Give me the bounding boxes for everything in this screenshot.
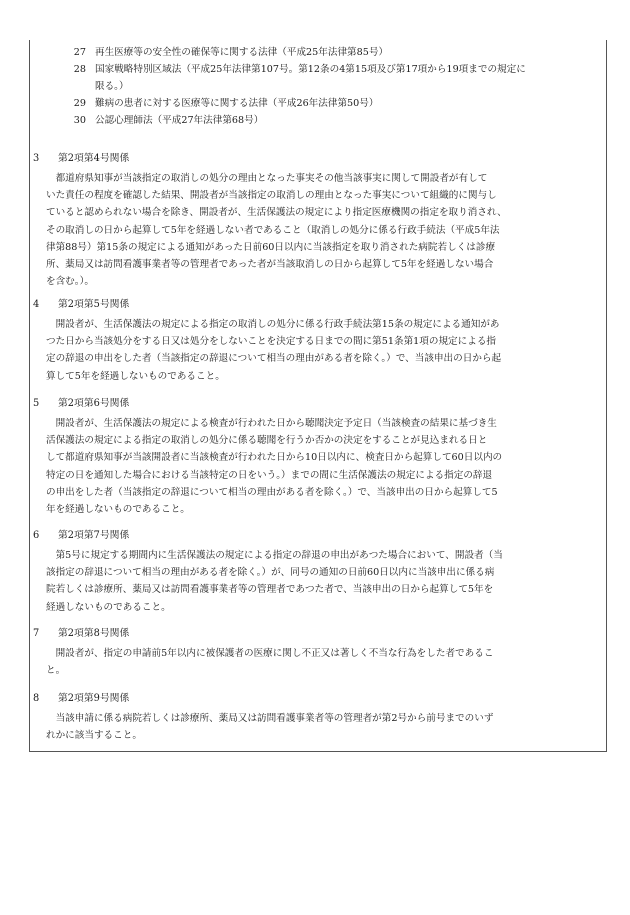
document-frame bbox=[29, 40, 607, 752]
law-list-item-text: 国家戦略特別区域法（平成25年法律第107号。第12条の4第15項及び第17項から19項までの規定に bbox=[95, 64, 526, 75]
section-text-line: 定の辞退の申出をした者（当該指定の辞退について相当の理由がある者を除く。）で、当該申出の日から起 bbox=[46, 353, 502, 365]
section-text-line: 開設者が、指定の申請前5年以内に被保護者の医療に関し不正又は著しく不当な行為をした者であるこ bbox=[46, 648, 494, 659]
section-number: 4 bbox=[33, 299, 40, 310]
section-heading bbox=[30, 296, 608, 314]
section-text-line: 都道府県知事が当該指定の取消しの処分の理由となった事実その他当該事実に関して開設者が有して bbox=[46, 173, 488, 184]
section-number: 6 bbox=[33, 530, 40, 541]
law-list-item-text: 再生医療等の安全性の確保等に関する法律（平成25年法律第85号） bbox=[95, 47, 389, 58]
law-list-item-number: 28 bbox=[73, 64, 86, 75]
law-list-item bbox=[30, 95, 608, 112]
law-list-item-text: 限る。） bbox=[95, 81, 129, 92]
section-text-line: 開設者が、生活保護法の規定による指定の取消しの処分に係る行政手続法第15条の規定による通知があ bbox=[46, 319, 500, 330]
section-6 bbox=[30, 527, 608, 616]
section-text-line: 院若しくは診療所、薬局又は訪問看護事業者等の管理者であつた者で、当該申出の日から起算して5年を bbox=[46, 584, 494, 596]
section-8 bbox=[30, 690, 608, 744]
section-text-line: の申出をした者（当該指定の辞退について相当の理由がある者を除く。）で、当該申出の日から起算して5 bbox=[46, 486, 498, 498]
section-body bbox=[46, 645, 602, 679]
section-5 bbox=[30, 395, 608, 518]
law-list-item bbox=[30, 61, 608, 78]
law-list-item-number: 27 bbox=[73, 47, 86, 58]
section-text-line: 該指定の辞退について相当の理由がある者を除く。）が、同号の通知の日前60日以内に当該申出に係る病 bbox=[46, 567, 495, 579]
section-body bbox=[46, 710, 602, 744]
section-number: 3 bbox=[33, 153, 40, 164]
section-4 bbox=[30, 296, 608, 385]
section-text-line: 特定の日を通知した場合における当該特定の日をいう。）までの間に生活保護法の規定による指定の辞退 bbox=[46, 469, 493, 481]
section-text-line: 算して5年を経過しないものであること。 bbox=[46, 370, 225, 382]
section-body bbox=[46, 170, 602, 290]
section-text-line: して都道府県知事が当該開設者に当該検査が行われた日から10日以内に、検査日から起算して60日以内の bbox=[46, 452, 503, 464]
section-text-line: 第5号に規定する期間内に生活保護法の規定による指定の辞退の申出があつた場合において、開設者（当 bbox=[46, 550, 503, 561]
section-text-line: その取消しの日から起算して5年を経過しない者であること（取消しの処分に係る行政手続法（平成5年法 bbox=[46, 224, 500, 236]
section-text-line: 律第88号）第15条の規定による通知があった日前60日以内に当該指定を取り消された病院若しくは診療 bbox=[46, 241, 496, 253]
section-text-line: れかに該当すること。 bbox=[46, 730, 142, 742]
section-title: 第2項第9号関係 bbox=[58, 693, 130, 704]
section-heading bbox=[30, 690, 608, 708]
section-body bbox=[46, 415, 602, 518]
section-title: 第2項第5号関係 bbox=[58, 299, 130, 310]
section-text-line: と。 bbox=[46, 665, 66, 677]
section-text-line: を含む。）。 bbox=[46, 276, 94, 288]
section-body bbox=[46, 316, 602, 385]
section-text-line: 所、薬局又は訪問看護事業者等の管理者であった者が当該取消しの日から起算して5年を経過しない場合 bbox=[46, 258, 494, 270]
section-body bbox=[46, 547, 602, 616]
section-heading bbox=[30, 150, 608, 168]
law-list-item-text: 難病の患者に対する医療等に関する法律（平成26年法律第50号） bbox=[95, 98, 379, 109]
section-heading bbox=[30, 395, 608, 413]
law-list-item bbox=[30, 44, 608, 61]
law-list-item-number: 30 bbox=[73, 115, 86, 126]
law-list-item bbox=[30, 112, 608, 129]
section-title: 第2項第4号関係 bbox=[58, 153, 130, 164]
law-list-item-number: 29 bbox=[73, 98, 86, 109]
section-3 bbox=[30, 150, 608, 290]
law-list-item-text: 公認心理師法（平成27年法律第68号） bbox=[95, 115, 264, 126]
section-text-line: 開設者が、生活保護法の規定による検査が行われた日から聴聞決定予定日（当該検査の結果に基づき生 bbox=[46, 418, 497, 429]
section-title: 第2項第8号関係 bbox=[58, 628, 130, 639]
section-number: 8 bbox=[33, 693, 40, 704]
law-list-item-continuation bbox=[30, 78, 608, 95]
section-title: 第2項第6号関係 bbox=[58, 398, 130, 409]
section-heading bbox=[30, 527, 608, 545]
section-number: 5 bbox=[33, 398, 40, 409]
section-heading bbox=[30, 625, 608, 643]
section-text-line: 経過しないものであること。 bbox=[46, 601, 171, 613]
law-list bbox=[30, 44, 608, 129]
section-text-line: 年を経過しないものであること。 bbox=[46, 503, 190, 515]
section-text-line: 当該申請に係る病院若しくは診療所、薬局又は訪問看護事業者等の管理者が第2号から前号までのいず bbox=[46, 713, 494, 724]
section-title: 第2項第7号関係 bbox=[58, 530, 130, 541]
section-text-line: つた日から当該処分をする日又は処分をしないことを決定する日までの間に第51条第1項の規定による指 bbox=[46, 336, 497, 348]
section-text-line: 活保護法の規定による指定の取消しの処分に係る聴聞を行うか否かの決定をすることが見込まれる日と bbox=[46, 435, 488, 447]
section-text-line: ていると認められない場合を除き、開設者が、生活保護法の規定により指定医療機関の指定を取り消され、 bbox=[46, 207, 507, 219]
section-text-line: いた責任の程度を確認した結果、開設者が当該指定の取消しの理由となった事実について組織的に関与し bbox=[46, 190, 497, 202]
section-number: 7 bbox=[33, 628, 40, 639]
section-7 bbox=[30, 625, 608, 679]
